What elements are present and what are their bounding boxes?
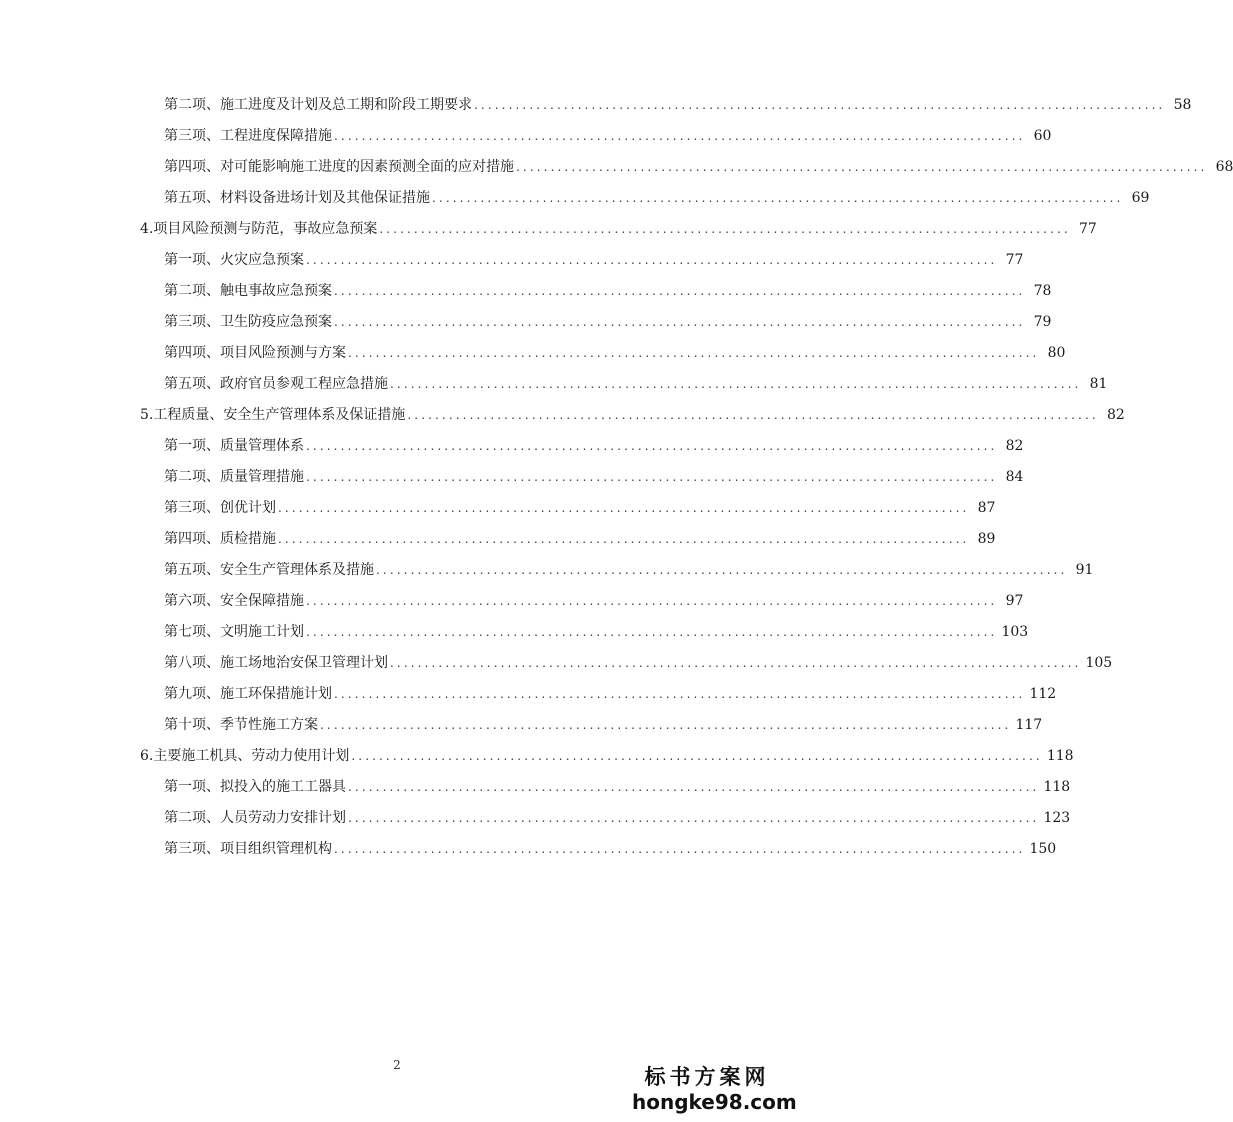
toc-leader-dots: ....................................................................................................	[474, 98, 1166, 112]
toc-leader-dots: ....................................................................................................	[334, 315, 1026, 329]
toc-entry[interactable]	[164, 468, 1024, 486]
toc-leader-dots: ....................................................................................................	[334, 129, 1026, 143]
toc-entry-page: 81	[1089, 376, 1108, 392]
toc-entry[interactable]	[164, 809, 1071, 827]
toc-entry[interactable]	[164, 158, 1233, 176]
toc-entry-page: 84	[1005, 469, 1024, 485]
toc-leader-dots: ....................................................................................................	[376, 563, 1068, 577]
toc-leader-dots: ....................................................................................................	[306, 625, 998, 639]
toc-entry-page: 150	[1029, 841, 1057, 857]
toc-entry-page: 78	[1033, 283, 1052, 299]
toc-entry[interactable]	[164, 561, 1094, 579]
toc-entry[interactable]	[164, 685, 1057, 703]
toc-entry[interactable]	[164, 375, 1108, 393]
toc-entry[interactable]	[164, 654, 1113, 672]
toc-entry[interactable]	[164, 282, 1052, 300]
toc-entry[interactable]	[164, 592, 1024, 610]
toc-entry[interactable]	[164, 499, 996, 517]
toc-entry-page: 69	[1131, 190, 1150, 206]
toc-entry-title: 6.主要施工机具、劳动力使用计划	[140, 748, 350, 764]
toc-entry[interactable]	[164, 840, 1057, 858]
toc-entry[interactable]	[164, 530, 996, 548]
toc-entry-title: 第十项、季节性施工方案	[164, 717, 318, 733]
toc-entry[interactable]	[140, 220, 1097, 238]
toc-leader-dots: ....................................................................................................	[432, 191, 1124, 205]
toc-entry-title: 第六项、安全保障措施	[164, 593, 304, 609]
toc-leader-dots: ....................................................................................................	[278, 532, 970, 546]
toc-leader-dots: ....................................................................................................	[379, 222, 1071, 236]
toc-entry-page: 118	[1043, 779, 1071, 795]
toc-leader-dots: ....................................................................................................	[320, 718, 1012, 732]
toc-leader-dots: ....................................................................................................	[351, 749, 1043, 763]
toc-leader-dots: ....................................................................................................	[334, 842, 1026, 856]
toc-entry-title: 第三项、项目组织管理机构	[164, 841, 332, 857]
toc-leader-dots: ....................................................................................................	[390, 377, 1082, 391]
toc-entry-title: 第四项、项目风险预测与方案	[164, 345, 346, 361]
toc-entry-title: 第四项、质检措施	[164, 531, 276, 547]
toc-leader-dots: ....................................................................................................	[334, 687, 1026, 701]
toc-entry-page: 117	[1015, 717, 1043, 733]
toc-leader-dots: ....................................................................................................	[306, 253, 998, 267]
toc-entry-title: 第三项、创优计划	[164, 500, 276, 516]
toc-entry[interactable]	[164, 189, 1150, 207]
toc-entry-page: 89	[977, 531, 996, 547]
toc-entry-page: 105	[1085, 655, 1113, 671]
watermark-url-text: hongke98.com	[632, 1090, 797, 1114]
toc-entry-title: 第一项、火灾应急预案	[164, 252, 304, 268]
toc-entry-title: 第八项、施工场地治安保卫管理计划	[164, 655, 388, 671]
toc-leader-dots: ....................................................................................................	[348, 780, 1040, 794]
toc-leader-dots: ....................................................................................................	[516, 160, 1208, 174]
toc-entry-title: 第一项、拟投入的施工工器具	[164, 779, 346, 795]
page-number: 2	[393, 1058, 401, 1072]
toc-entry[interactable]	[164, 251, 1024, 269]
toc-entry[interactable]	[164, 313, 1052, 331]
toc-leader-dots: ....................................................................................................	[348, 811, 1040, 825]
toc-entry-page: 97	[1005, 593, 1024, 609]
toc-entry-page: 82	[1005, 438, 1024, 454]
toc-entry-page: 68	[1215, 159, 1233, 175]
toc-entry-page: 58	[1173, 97, 1192, 113]
toc-entry-title: 第三项、卫生防疫应急预案	[164, 314, 332, 330]
toc-entry[interactable]	[164, 437, 1024, 455]
toc-leader-dots: ....................................................................................................	[334, 284, 1026, 298]
toc-entry-title: 第五项、政府官员参观工程应急措施	[164, 376, 388, 392]
toc-entry[interactable]	[140, 747, 1074, 765]
toc-entry-title: 第九项、施工环保措施计划	[164, 686, 332, 702]
toc-entry-page: 77	[1078, 221, 1097, 237]
watermark-logo	[632, 1064, 797, 1114]
toc-entry[interactable]	[164, 623, 1029, 641]
toc-entry-page: 87	[977, 500, 996, 516]
toc-entry[interactable]	[164, 127, 1052, 145]
toc-entry[interactable]	[164, 344, 1066, 362]
toc-entry-title: 第二项、触电事故应急预案	[164, 283, 332, 299]
toc-leader-dots: ....................................................................................................	[306, 470, 998, 484]
toc-entry-title: 第三项、工程进度保障措施	[164, 128, 332, 144]
toc-entry-title: 第二项、人员劳动力安排计划	[164, 810, 346, 826]
toc-entry-page: 80	[1047, 345, 1066, 361]
toc-entry-title: 第五项、材料设备进场计划及其他保证措施	[164, 190, 430, 206]
toc-entry-title: 第五项、安全生产管理体系及措施	[164, 562, 374, 578]
toc-leader-dots: ....................................................................................................	[390, 656, 1082, 670]
toc-entry-page: 79	[1033, 314, 1052, 330]
toc-entry-page: 91	[1075, 562, 1094, 578]
toc-entry-page: 82	[1106, 407, 1125, 423]
toc-entry[interactable]	[164, 778, 1071, 796]
toc-leader-dots: ....................................................................................................	[407, 408, 1099, 422]
toc-entry-page: 118	[1046, 748, 1074, 764]
toc-entry-title: 5.工程质量、安全生产管理体系及保证措施	[140, 407, 406, 423]
toc-leader-dots: ....................................................................................................	[306, 594, 998, 608]
toc-leader-dots: ....................................................................................................	[306, 439, 998, 453]
toc-entry[interactable]	[164, 716, 1043, 734]
toc-entry-title: 第二项、质量管理措施	[164, 469, 304, 485]
toc-entry[interactable]	[164, 96, 1192, 114]
toc-entry[interactable]	[140, 406, 1125, 424]
toc-entry-page: 103	[1001, 624, 1029, 640]
toc-entry-title: 第二项、施工进度及计划及总工期和阶段工期要求	[164, 97, 472, 113]
watermark-chinese-text: 标书方案网	[644, 1064, 770, 1089]
toc-entry-title: 第一项、质量管理体系	[164, 438, 304, 454]
toc-entry-page: 112	[1029, 686, 1057, 702]
toc-entry-title: 第七项、文明施工计划	[164, 624, 304, 640]
toc-leader-dots: ....................................................................................................	[348, 346, 1040, 360]
toc-entry-title: 第四项、对可能影响施工进度的因素预测全面的应对措施	[164, 159, 514, 175]
toc-entry-page: 60	[1033, 128, 1052, 144]
toc-entry-page: 77	[1005, 252, 1024, 268]
toc-entry-page: 123	[1043, 810, 1071, 826]
toc-leader-dots: ....................................................................................................	[278, 501, 970, 515]
toc-entry-title: 4.项目风险预测与防范，事故应急预案	[140, 221, 378, 237]
